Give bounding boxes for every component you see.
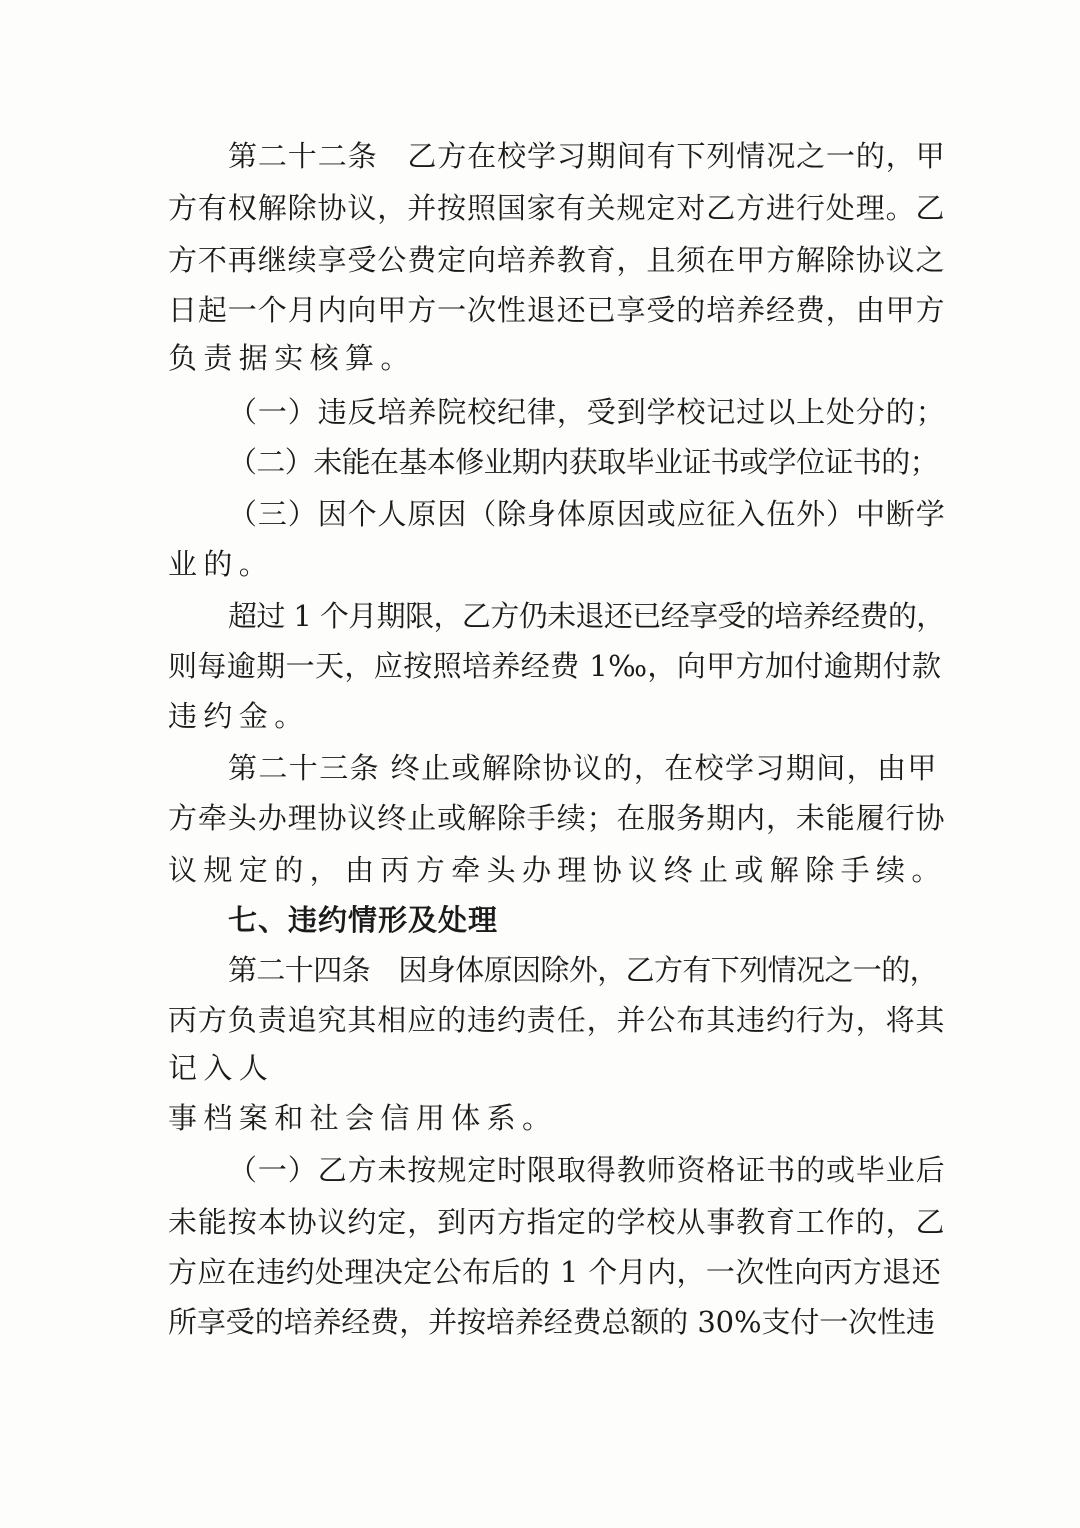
penalty-line-1: 超过 1 个月期限，乙方仍未退还已经享受的培养经费的， <box>228 599 945 633</box>
penalty-line-3: 违约金。 <box>168 699 310 733</box>
clause-22-line-3: 方不再继续享受公费定向培养教育，且须在甲方解除协议之 <box>168 243 946 277</box>
clause-24-line-3: 记入人 <box>168 1051 275 1085</box>
clause-24-item-1-line-2: 未能按本协议约定，到丙方指定的学校从事教育工作的，乙 <box>168 1205 946 1239</box>
clause-22-item-1: （一）违反培养院校纪律，受到学校记过以上处分的； <box>228 395 946 429</box>
clause-23-line-3: 议规定的，由丙方牵头办理协议终止或解除手续。 <box>168 853 947 887</box>
clause-23-line-2: 方牵头办理协议终止或解除手续；在服务期内，未能履行协 <box>168 801 946 835</box>
clause-24-line-2: 丙方负责追究其相应的违约责任，并公布其违约行为，将其 <box>168 1003 946 1037</box>
clause-22-item-3-cont: 业的。 <box>168 547 275 581</box>
clause-22-line-2: 方有权解除协议，并按照国家有关规定对乙方进行处理。乙 <box>168 191 946 225</box>
clause-24-line-1: 第二十四条 因身体原因除外，乙方有下列情况之一的， <box>228 953 939 987</box>
clause-22-line-1: 第二十二条 乙方在校学习期间有下列情况之一的，甲 <box>228 139 946 173</box>
clause-22-line-4: 日起一个月内向甲方一次性退还已享受的培养经费，由甲方 <box>168 293 946 327</box>
clause-23-line-1: 第二十三条 终止或解除协议的，在校学习期间，由甲 <box>228 751 938 785</box>
clause-24-item-1-line-3: 方应在违约处理决定公布后的 1 个月内，一次性向丙方退还 <box>168 1255 942 1289</box>
clause-22-line-5: 负责据实核算。 <box>168 341 416 375</box>
clause-24-item-1-line-1: （一）乙方未按规定时限取得教师资格证书的或毕业后 <box>228 1153 946 1187</box>
penalty-line-2: 则每逾期一天，应按照培养经费 1‰，向甲方加付逾期付款 <box>168 649 942 683</box>
clause-22-item-3: （三）因个人原因（除身体原因或应征入伍外）中断学 <box>228 497 946 531</box>
clause-24-item-1-line-4: 所享受的培养经费，并按培养经费总额的 30%支付一次性违 <box>168 1305 935 1339</box>
clause-24-line-4: 事档案和社会信用体系。 <box>168 1101 558 1135</box>
section-heading-7: 七、违约情形及处理 <box>228 903 499 937</box>
clause-22-item-2: （二）未能在基本修业期内获取毕业证书或学位证书的； <box>228 445 939 479</box>
